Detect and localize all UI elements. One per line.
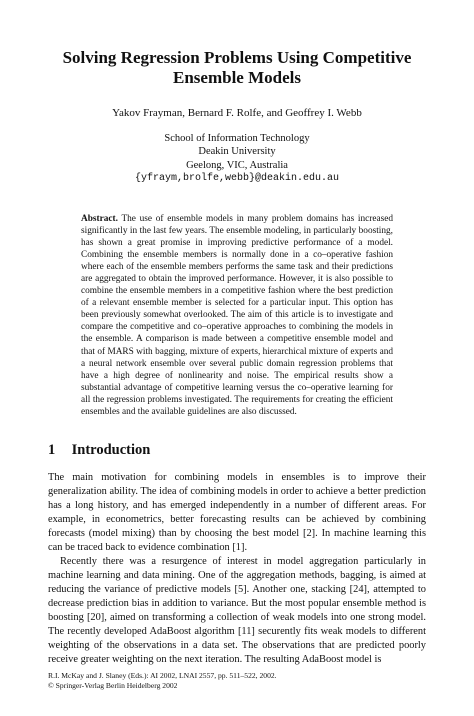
paragraph-1: The main motivation for combining models in ensembles is to improve their generalization ability. The idea of combining models in order to achieve a better prediction has a long history, and has emerged independently in a number of different areas. For example, in econometrics, better forecasting results can be achieved by combining forecasts (model mixing) than by choosing the best model [2]. In machine learning this can be traced back to evidence combination [1]. xyxy=(48,472,426,553)
publication-footer xyxy=(48,671,426,691)
affiliation-school: School of Information Technology xyxy=(164,133,310,144)
section-heading xyxy=(48,441,150,459)
section-title: Introduction xyxy=(71,442,151,458)
paragraph-2: Recently there was a resurgence of interest in model aggregation particularly in machine learning and data mining. One of the aggregation methods, bagging, is aimed at reducing the variance of predictive models [5]. Another one, stacking [24], attempted to decrease prediction bias in addition to variance. But the most popular ensemble method is boosting [20], aimed on transforming a collection of weak models into one strong model. The recently developed AdaBoost algorithm [11] securently fits weak models to different weighting of the observations in a data set. The observations that are predicted poorly receive greater weighting on the next iteration. The resulting AdaBoost model is xyxy=(48,556,426,665)
affiliation-email: {yfraym,brolfe,webb}@deakin.edu.au xyxy=(134,173,340,185)
affiliation-location: Geelong, VIC, Australia xyxy=(186,159,288,171)
affiliation-university: Deakin University xyxy=(198,146,276,158)
abstract-label: Abstract. xyxy=(81,214,118,224)
section-number: 1 xyxy=(48,442,56,458)
title-line-1: Solving Regression Problems Using Competitive xyxy=(62,48,412,67)
footer-copyright: © Springer-Verlag Berlin Heidelberg 2002 xyxy=(48,681,178,690)
body-text xyxy=(48,471,426,667)
author-list: Yakov Frayman, Bernard F. Rolfe, and Geoffrey I. Webb xyxy=(112,107,362,119)
paper-title xyxy=(40,48,434,88)
abstract xyxy=(81,213,393,418)
affiliation-block xyxy=(40,132,434,186)
abstract-text: The use of ensemble models in many problem domains has increased significantly in the last few years. The ensemble modeling, in particularly boosting, has shown a great promise in improving predictive performance of a model. Combining the ensemble members is normally done in a co–operative fashion where each of the ensemble members performs the same task and their predictions are aggregated to obtain the improved performance. However, it is also possible to combine the ensemble members in a competitive fashion where the best prediction of a relevant ensemble member is selected for a particular input. This option has been previously somewhat overlooked. The aim of this article is to investigate and compare the competitive and co–operative approaches to combining the models in the ensemble. A comparison is made between a competitive ensemble model and that of MARS with bagging, mixture of experts, hierarchical mixture of experts and a neural network ensemble over several public domain regression problems that have a high degree of nonlinearity and noise. The empirical results show a substantial advantage of competitive learning versus the co–operative learning for all the regression problems investigated. The requirements for creating the efficient ensembles and the available guidelines are also discussed. xyxy=(81,214,393,417)
title-line-2: Ensemble Models xyxy=(173,68,301,87)
footer-citation: R.I. McKay and J. Slaney (Eds.): AI 2002, LNAI 2557, pp. 511–522, 2002. xyxy=(48,671,277,680)
